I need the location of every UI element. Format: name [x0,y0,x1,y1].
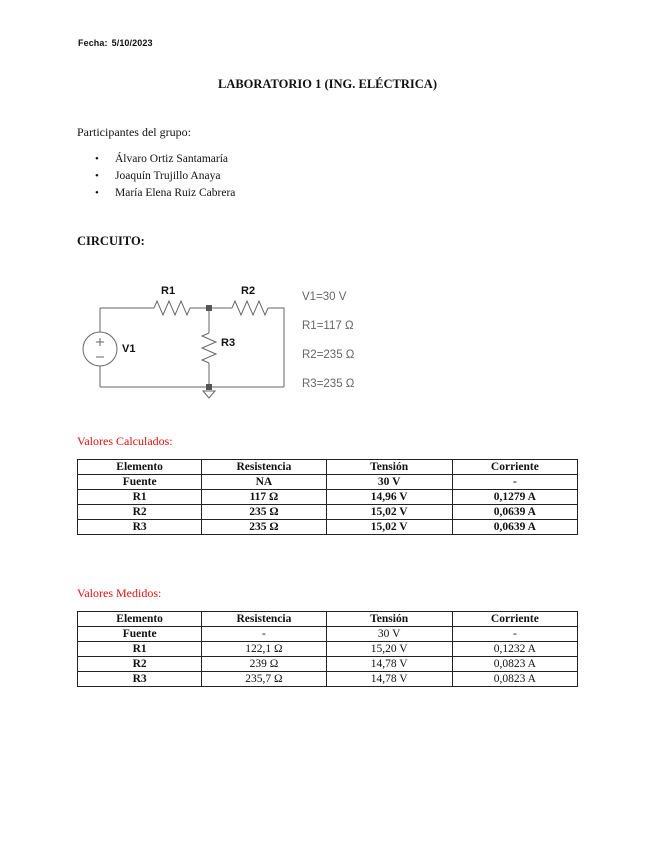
r1-label: R1 [161,285,176,297]
table-row [78,505,578,520]
table-row [78,490,578,505]
table-cell: - [452,475,577,490]
date-value: 5/10/2023 [111,38,153,48]
measured-values-label: Valores Medidos: [77,586,162,600]
resistor-r2-symbol [232,301,268,315]
measured-values-table [77,611,578,687]
table-cell: 14,78 V [326,672,452,687]
circuit-specs [302,289,354,405]
resistor-r1-symbol [154,301,190,315]
table-cell: 0,0823 A [452,657,577,672]
r2-label: R2 [241,285,256,297]
table-cell: 15,02 V [326,520,452,535]
participant-name: Álvaro Ortiz Santamaría [115,153,229,165]
table-cell: 0,1232 A [452,642,577,657]
list-item [95,168,235,185]
r3-label: R3 [221,337,236,349]
table-cell: 30 V [326,627,452,642]
document-title: LABORATORIO 1 (ING. ELÉCTRICA) [217,77,437,91]
table-cell: 0,0639 A [452,505,577,520]
bullet-icon: • [95,187,99,199]
bullet-icon: • [95,170,99,182]
column-header: Corriente [452,612,577,627]
table-cell: 0,0639 A [452,520,577,535]
table-row [78,520,578,535]
column-header: Resistencia [202,612,326,627]
node-bottom-marker [206,384,212,390]
voltage-source-symbol [83,332,117,366]
table-row [78,642,578,657]
table-cell: 122,1 Ω [202,642,326,657]
spec-r2: R2=235 Ω [302,349,355,361]
table-cell: NA [202,475,326,490]
column-header: Corriente [452,460,577,475]
table-row [78,657,578,672]
table-cell: Fuente [78,627,202,642]
table-cell: R1 [78,490,202,505]
table-cell: R3 [78,520,202,535]
column-header: Tensión [326,460,452,475]
table-header-row [78,612,578,627]
column-header: Resistencia [202,460,326,475]
table-row [78,475,578,490]
bullet-icon: • [95,153,99,165]
table-cell: R1 [78,642,202,657]
table-cell: 235 Ω [202,520,326,535]
column-header: Elemento [78,460,202,475]
table-cell: 0,1279 A [452,490,577,505]
spec-v1: V1=30 V [302,291,347,303]
table-cell: 14,78 V [326,657,452,672]
column-header: Elemento [78,612,202,627]
list-item [95,185,235,202]
table-row [78,672,578,687]
table-cell: 30 V [326,475,452,490]
ground-symbol [203,391,215,398]
date-line [78,38,157,48]
table-cell: 117 Ω [202,490,326,505]
participant-name: Joaquín Trujillo Anaya [115,170,221,182]
table-cell: R2 [78,657,202,672]
spec-r1: R1=117 Ω [302,320,354,332]
circuit-diagram [76,280,296,405]
table-cell: - [202,627,326,642]
participants-label: Participantes del grupo: [77,125,191,139]
calculated-values-table [77,459,578,535]
list-item [95,151,235,168]
participant-name: María Elena Ruiz Cabrera [115,187,236,199]
column-header: Tensión [326,612,452,627]
table-row [78,627,578,642]
table-cell: 15,20 V [326,642,452,657]
table-cell: 14,96 V [326,490,452,505]
table-cell: R3 [78,672,202,687]
table-cell: 239 Ω [202,657,326,672]
table-cell: 235,7 Ω [202,672,326,687]
v1-label: V1 [122,343,136,355]
table-cell: 235 Ω [202,505,326,520]
calculated-values-label: Valores Calculados: [77,434,173,448]
table-cell: Fuente [78,475,202,490]
resistor-r3-symbol [202,333,216,363]
spec-r3: R3=235 Ω [302,378,355,390]
table-cell: 15,02 V [326,505,452,520]
source-plus-sign [96,338,104,346]
participants-list [95,151,235,202]
date-label: Fecha: [78,38,108,48]
wire-top-right [268,308,284,387]
node-top-marker [206,305,212,311]
table-cell: R2 [78,505,202,520]
table-cell: - [452,627,577,642]
circuit-heading: CIRCUITO: [77,234,145,248]
table-header-row [78,460,578,475]
table-cell: 0,0823 A [452,672,577,687]
